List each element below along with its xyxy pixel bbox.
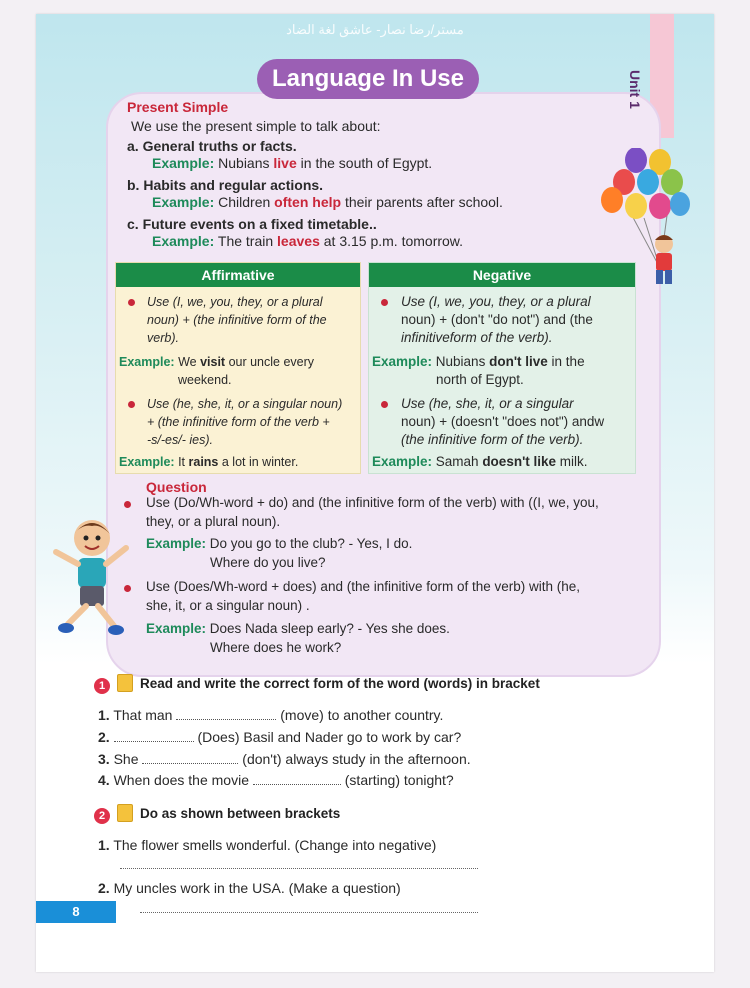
affirmative-rule2-line3: -s/-es/- ies). <box>147 433 213 447</box>
page-title: Language In Use <box>257 59 479 99</box>
affirmative-rule1-line3: verb). <box>147 331 179 345</box>
watermark-text: مستر/رضا نصار- عاشق لغة الضاد <box>286 22 464 37</box>
notepad-icon <box>117 674 133 692</box>
answer-line[interactable] <box>140 912 478 913</box>
question-example2-line2: Where does he work? <box>210 640 342 655</box>
example-b: Example: Children often help their parents after school. <box>152 194 503 210</box>
bullet-icon <box>381 299 388 306</box>
negative-rule1-line2: noun) + (don't "do not") and (the <box>401 312 593 327</box>
affirmative-example1: Example: We visit our uncle every <box>119 355 315 369</box>
affirmative-rule2-line1: Use (he, she, it, or a singular noun) <box>147 397 343 411</box>
question-rule2-line1: Use (Does/Wh-word + does) and (the infinitive form of the verb) with (he, <box>146 579 581 594</box>
affirmative-rule2-line2: + (the infinitive form of the verb + <box>147 415 330 429</box>
affirmative-rule1-line1: Use (I, we, you, they, or a plural <box>147 295 323 309</box>
bullet-icon <box>128 401 135 408</box>
present-simple-intro: We use the present simple to talk about: <box>131 118 381 134</box>
example-a: Example: Nubians live in the south of Egypt. <box>152 155 433 171</box>
answer-blank[interactable] <box>142 763 238 764</box>
negative-panel <box>368 262 636 474</box>
affirmative-heading: Affirmative <box>116 263 360 287</box>
answer-blank[interactable] <box>176 719 276 720</box>
exercise1-heading: Read and write the correct form of the word (words) in bracket <box>140 676 540 691</box>
balloons-icon <box>601 148 690 268</box>
question-heading: Question <box>146 479 207 495</box>
present-simple-heading: Present Simple <box>127 99 229 115</box>
item-b: b. Habits and regular actions. <box>127 177 324 193</box>
answer-blank[interactable] <box>114 741 194 742</box>
unit-label: Unit 1 <box>627 70 643 109</box>
negative-example1-line2: north of Egypt. <box>436 372 524 387</box>
affirmative-example1-line2: weekend. <box>178 373 232 387</box>
exercise2-line2: 2. My uncles work in the USA. (Make a question) <box>98 880 401 896</box>
answer-line[interactable] <box>120 868 478 869</box>
item-c: c. Future events on a fixed timetable.. <box>127 216 377 232</box>
exercise1-line2: 2. (Does) Basil and Nader go to work by car? <box>98 729 462 745</box>
notepad-icon <box>117 804 133 822</box>
negative-rule2-line3: (the infinitive form of the verb). <box>401 432 584 447</box>
question-example2: Example: Does Nada sleep early? - Yes she does. <box>146 621 450 636</box>
boy-illustration <box>48 512 130 642</box>
negative-rule1-line1: Use (I, we, you, they, or a plural <box>401 294 591 309</box>
question-example1-line2: Where do you live? <box>210 555 326 570</box>
bullet-icon <box>381 401 388 408</box>
question-rule1-line2: they, or a plural noun). <box>146 514 281 529</box>
page-number: 8 <box>36 901 116 923</box>
negative-rule2-line1: Use (he, she, it, or a singular <box>401 396 574 411</box>
answer-blank[interactable] <box>253 784 341 785</box>
exercise2-heading: Do as shown between brackets <box>140 806 341 821</box>
example-c: Example: The train leaves at 3.15 p.m. tomorrow. <box>152 233 464 249</box>
exercise2-number-badge: 2 <box>94 808 110 824</box>
negative-example1: Example: Nubians don't live in the <box>372 354 585 369</box>
exercise2-line1: 1. The flower smells wonderful. (Change into negative) <box>98 837 437 853</box>
bullet-icon <box>128 299 135 306</box>
affirmative-example2: Example: It rains a lot in winter. <box>119 455 299 469</box>
exercise1-number-badge: 1 <box>94 678 110 694</box>
affirmative-rule1-line2: noun) + (the infinitive form of the <box>147 313 327 327</box>
exercise1-line1: 1. That man (move) to another country. <box>98 707 444 723</box>
question-rule2-line2: she, it, or a singular noun) . <box>146 598 310 613</box>
negative-example2: Example: Samah doesn't like milk. <box>372 454 588 469</box>
boy-icon <box>56 520 126 635</box>
item-a: a. General truths or facts. <box>127 138 297 154</box>
bullet-icon <box>124 501 131 508</box>
exercise1-line3: 3. She (don't) always study in the afternoon. <box>98 751 471 767</box>
boy-with-balloons-icon <box>655 235 673 284</box>
question-rule1-line1: Use (Do/Wh-word + do) and (the infinitive form of the verb) with ((I, we, you, <box>146 495 599 510</box>
question-example1: Example: Do you go to the club? - Yes, I do. <box>146 536 413 551</box>
exercise1-line4: 4. When does the movie (starting) tonight? <box>98 772 454 788</box>
affirmative-panel <box>115 262 361 474</box>
negative-rule1-line3: infinitiveform of the verb). <box>401 330 553 345</box>
balloons-illustration <box>598 148 690 288</box>
negative-rule2-line2: noun) + (doesn't "does not") andw <box>401 414 605 429</box>
negative-heading: Negative <box>369 263 635 287</box>
